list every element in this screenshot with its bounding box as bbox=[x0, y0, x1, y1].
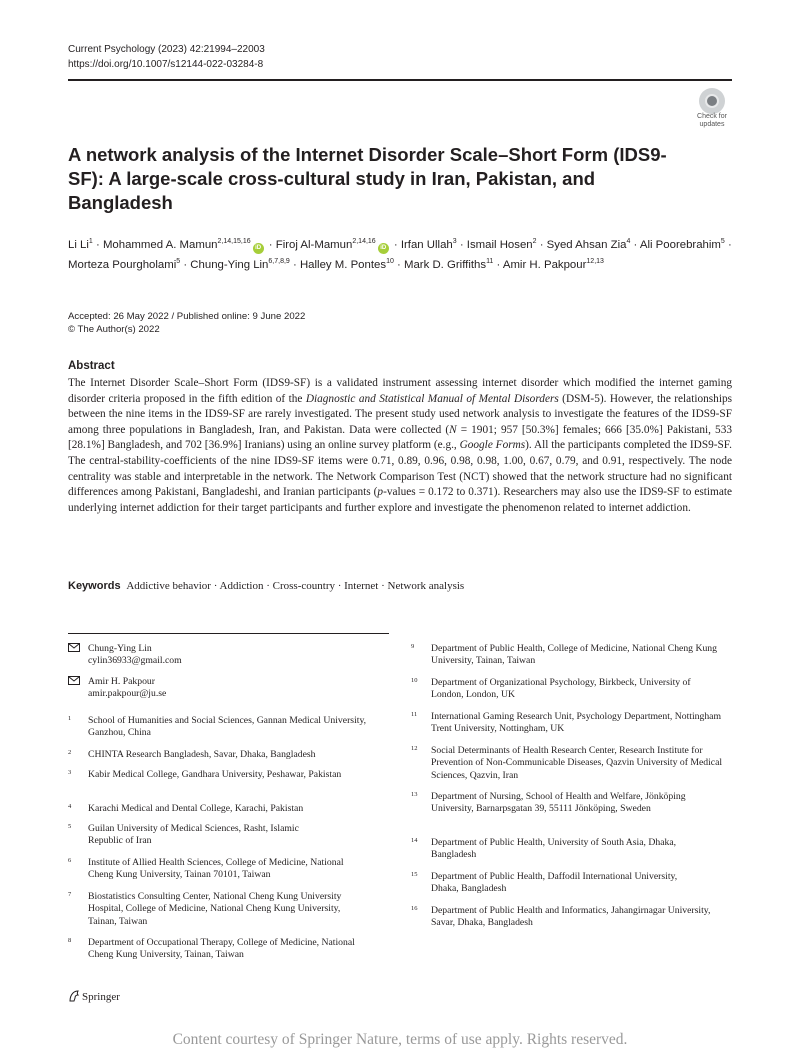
affiliation-number: 11 bbox=[411, 711, 418, 718]
affiliation-text: Guilan University of Medical Sciences, Rasht, Islamic Republic of Iran bbox=[88, 823, 299, 847]
abstract-italic-text: N bbox=[449, 423, 457, 436]
contact-name: Chung-Ying Lin bbox=[88, 643, 152, 654]
springer-logo bbox=[68, 990, 120, 1004]
author-affiliation-marker: 5 bbox=[720, 238, 725, 245]
affiliation-number: 12 bbox=[411, 745, 418, 752]
abstract-text: (DSM-5). However, the relationships between the nine items in the IDS9-SF are rarely investigated. The present study used network analysis to investigate the features of the IDS9-SF among three populations in Bangladesh, Iran, and Pakistan. Data were collected ( bbox=[68, 392, 732, 436]
author-separator: · bbox=[92, 238, 103, 251]
author-separator: · bbox=[289, 258, 300, 271]
author-affiliation-marker: 3 bbox=[452, 238, 457, 245]
author-separator: · bbox=[536, 238, 547, 251]
affiliation-number: 7 bbox=[68, 891, 72, 898]
publisher-name: Springer bbox=[82, 991, 120, 1003]
footnotes-right-column bbox=[411, 643, 732, 943]
author[interactable]: Chung-Ying Lin$^{6,7,8,9}$ bbox=[190, 257, 290, 271]
affiliation-number: 2 bbox=[68, 749, 72, 756]
springer-horse-icon bbox=[68, 990, 80, 1002]
affiliation-number: 6 bbox=[68, 857, 72, 864]
affiliation-item bbox=[411, 837, 732, 863]
affiliation-text: Biostatistics Consulting Center, National Cheng Kung University Hospital, College of Medicine, National Cheng Kung University, Tainan, Taiwan bbox=[88, 891, 342, 927]
journal-citation bbox=[68, 42, 265, 72]
affiliation-item bbox=[68, 769, 388, 795]
author-separator: · bbox=[393, 258, 404, 271]
envelope-icon bbox=[68, 643, 80, 652]
author[interactable]: Mohammed A. Mamun$^{2,14,15,16}$iD bbox=[103, 239, 266, 251]
affiliation-text: Institute of Allied Health Sciences, College of Medicine, National Cheng Kung University, Tainan 70101, Taiwan bbox=[88, 857, 344, 881]
affiliation-number: 1 bbox=[68, 715, 72, 722]
author-separator: · bbox=[493, 258, 503, 271]
check-for-updates-icon bbox=[699, 88, 725, 114]
affiliation-item bbox=[68, 937, 388, 963]
affiliation-number: 5 bbox=[68, 823, 72, 830]
envelope-icon bbox=[68, 676, 80, 685]
affiliation-item bbox=[411, 745, 732, 783]
author-affiliation-marker: 1 bbox=[88, 238, 93, 245]
copyright-notice: © The Author(s) 2022 bbox=[68, 324, 160, 335]
author-separator: · bbox=[630, 238, 640, 251]
author[interactable]: Syed Ahsan Zia$^4$ bbox=[546, 238, 631, 251]
affiliation-text: Social Determinants of Health Research Center, Research Institute for Prevention of Non-Communicable Diseases, Qazvin University of Medical Sciences, Qazvin, Iran bbox=[431, 745, 723, 781]
orcid-icon[interactable]: iD bbox=[253, 243, 264, 254]
affiliation-item bbox=[68, 823, 388, 849]
badge-label-line2: updates bbox=[699, 121, 725, 128]
affiliation-number: 15 bbox=[411, 871, 418, 878]
abstract-text: ). All the participants completed the IDS9-SF. The central-stability-coefficients of the nine IDS9-SF items were 0.71, 0.89, 0.96, 0.98, 0.98, 1.00, 0.67, 0.79, and 0.91, respectively. The node centrality was stable and interpretable in the network. The Network Comparison Test (NCT) showed that the network structure had no significant differences among Pakistani, Bangladeshi, and Iranian participants ( bbox=[68, 439, 732, 499]
affiliation-text: Department of Organizational Psychology, Birkbeck, University of London, London, UK bbox=[431, 677, 691, 701]
affiliation-text: Karachi Medical and Dental College, Karachi, Pakistan bbox=[88, 803, 304, 814]
author-affiliation-marker: 2 bbox=[532, 238, 537, 245]
affiliation-text: School of Humanities and Social Sciences, Gannan Medical University, Ganzhou, China bbox=[88, 715, 367, 739]
affiliation-item bbox=[68, 749, 388, 763]
author[interactable]: Mark D. Griffiths$^{11}$ bbox=[403, 257, 494, 271]
affiliation-item bbox=[411, 643, 732, 669]
affiliation-text: Department of Public Health, University of South Asia, Dhaka, Bangladesh bbox=[431, 837, 677, 861]
abstract-heading: Abstract bbox=[68, 360, 115, 372]
affiliation-number: 8 bbox=[68, 937, 72, 944]
keywords-label: Keywords bbox=[68, 580, 121, 592]
affiliation-number: 13 bbox=[411, 791, 418, 798]
affiliation-item bbox=[411, 871, 732, 897]
affiliation-item bbox=[411, 791, 732, 829]
bookmark-icon bbox=[705, 94, 719, 108]
author-separator: · bbox=[456, 238, 467, 251]
abstract-text: -values = 0.172 to 0.371). Researchers may also use the IDS9-SF to estimate underlying internet addiction for their target participants and further explore and investigate the phenomenon related to internet addiction. bbox=[68, 486, 732, 514]
author-separator: · bbox=[724, 238, 732, 251]
affiliation-text: Department of Occupational Therapy, College of Medicine, National Cheng Kung University, Tainan, Taiwan bbox=[88, 937, 355, 961]
affiliation-text: International Gaming Research Unit, Psychology Department, Nottingham Trent University, Nottingham, UK bbox=[431, 711, 722, 735]
affiliation-text: Department of Public Health, Daffodil International University, Dhaka, Bangladesh bbox=[431, 871, 678, 895]
affiliation-number: 10 bbox=[411, 677, 418, 684]
affiliation-number: 16 bbox=[411, 905, 418, 912]
affiliation-text: Kabir Medical College, Gandhara University, Peshawar, Pakistan bbox=[88, 769, 342, 780]
author-affiliation-marker: 6,7,8,9 bbox=[268, 257, 290, 265]
affiliation-item bbox=[68, 857, 388, 883]
author[interactable]: Morteza Pourgholami$^5$ bbox=[68, 257, 181, 271]
publication-dates bbox=[68, 310, 305, 336]
author[interactable]: Amir H. Pakpour$^{12,13}$ bbox=[502, 257, 604, 271]
corresponding-author-2 bbox=[68, 676, 388, 706]
contact-email[interactable]: amir.pakpour@ju.se bbox=[88, 688, 167, 700]
author-affiliation-marker: 5 bbox=[176, 257, 181, 265]
accepted-published-date: Accepted: 26 May 2022 / Published online: 9 June 2022 bbox=[68, 311, 306, 322]
affiliation-number: 9 bbox=[411, 643, 415, 650]
affiliation-item bbox=[68, 891, 388, 929]
affiliation-text: Department of Nursing, School of Health and Welfare, Jönköping University, Barnarpsgatan 39, 55111 Jönköping, Sweden bbox=[431, 791, 686, 815]
affiliation-number: 4 bbox=[68, 803, 72, 810]
author-affiliation-marker: 12,13 bbox=[586, 257, 604, 265]
badge-label-line1: Check for bbox=[697, 113, 727, 120]
author-affiliation-marker: 10 bbox=[386, 257, 394, 265]
affiliation-text: CHINTA Research Bangladesh, Savar, Dhaka, Bangladesh bbox=[88, 749, 316, 760]
abstract-italic-text: p bbox=[377, 486, 384, 499]
author[interactable]: Irfan Ullah$^3$ bbox=[400, 238, 457, 251]
affiliation-item bbox=[68, 715, 388, 741]
author[interactable]: Ali Poorebrahim$^5$ bbox=[639, 238, 725, 251]
check-for-updates-badge[interactable] bbox=[690, 88, 734, 128]
affiliation-number: 14 bbox=[411, 837, 418, 844]
article-title: A network analysis of the Internet Disorder Scale–Short Form (IDS9-SF): A large-scale cross-cultural study in Iran, Pakistan, and Bangladesh bbox=[68, 144, 667, 213]
author-separator: · bbox=[390, 238, 401, 251]
affiliation-text: Department of Public Health, College of Medicine, National Cheng Kung University, Tainan, Taiwan bbox=[431, 643, 717, 667]
affiliation-item bbox=[68, 803, 388, 817]
author-affiliation-marker: 4 bbox=[626, 238, 631, 245]
journal-citation-line: Current Psychology (2023) 42:21994–22003 bbox=[68, 44, 265, 55]
header-rule bbox=[68, 79, 732, 81]
orcid-icon[interactable]: iD bbox=[378, 243, 389, 254]
affiliation-item bbox=[411, 711, 732, 737]
abstract-italic-text: Google Forms bbox=[459, 439, 526, 452]
contact-email[interactable]: cylin36933@gmail.com bbox=[88, 655, 182, 667]
abstract-italic-text: Diagnostic and Statistical Manual of Mental Disorders bbox=[305, 392, 559, 405]
contact-name: Amir H. Pakpour bbox=[88, 676, 155, 687]
affiliation-item bbox=[411, 905, 732, 931]
keywords-list: Addictive behavior · Addiction · Cross-country · Internet · Network analysis bbox=[126, 580, 465, 592]
affiliation-number: 3 bbox=[68, 769, 72, 776]
affiliation-text: Department of Public Health and Informatics, Jahangirnagar University, Savar, Dhaka, Bangladesh bbox=[431, 905, 711, 929]
courtesy-notice: Content courtesy of Springer Nature, terms of use apply. Rights reserved. bbox=[172, 1031, 628, 1048]
author[interactable]: Firoj Al-Mamun$^{2,14,16}$iD bbox=[276, 239, 391, 251]
author-affiliation-marker: 2,14,16 bbox=[352, 238, 376, 245]
author-separator: · bbox=[180, 258, 191, 271]
author-affiliation-marker: 11 bbox=[486, 257, 494, 265]
author[interactable]: Li Li$^1$ bbox=[68, 238, 93, 251]
author-list bbox=[68, 234, 732, 273]
author-affiliation-marker: 2,14,15,16 bbox=[217, 238, 251, 245]
doi-link[interactable]: https://doi.org/10.1007/s12144-022-03284-8 bbox=[68, 59, 264, 70]
abstract-body bbox=[68, 376, 732, 516]
affiliation-item bbox=[411, 677, 732, 703]
keywords bbox=[68, 580, 732, 592]
abstract-text: = 1901; 957 [50.3%] females; 666 [35.0%] Pakistani, 533 [28.1%] Bangladesh, and 702 [36.9%] Iranians) using an online survey platform (e.g., bbox=[68, 423, 732, 452]
abstract-text: The Internet Disorder Scale–Short Form (IDS9-SF) is a validated instrument assessing internet disorder which modified the internet gaming disorder criteria proposed in the fifth edition of the bbox=[68, 377, 732, 405]
footnote-rule bbox=[68, 633, 389, 634]
author[interactable]: Ismail Hosen$^2$ bbox=[466, 238, 537, 251]
footnotes-left-column bbox=[68, 643, 398, 983]
author-separator: · bbox=[265, 238, 276, 251]
author[interactable]: Halley M. Pontes$^{10}$ bbox=[299, 257, 394, 271]
corresponding-author-1 bbox=[68, 643, 388, 673]
